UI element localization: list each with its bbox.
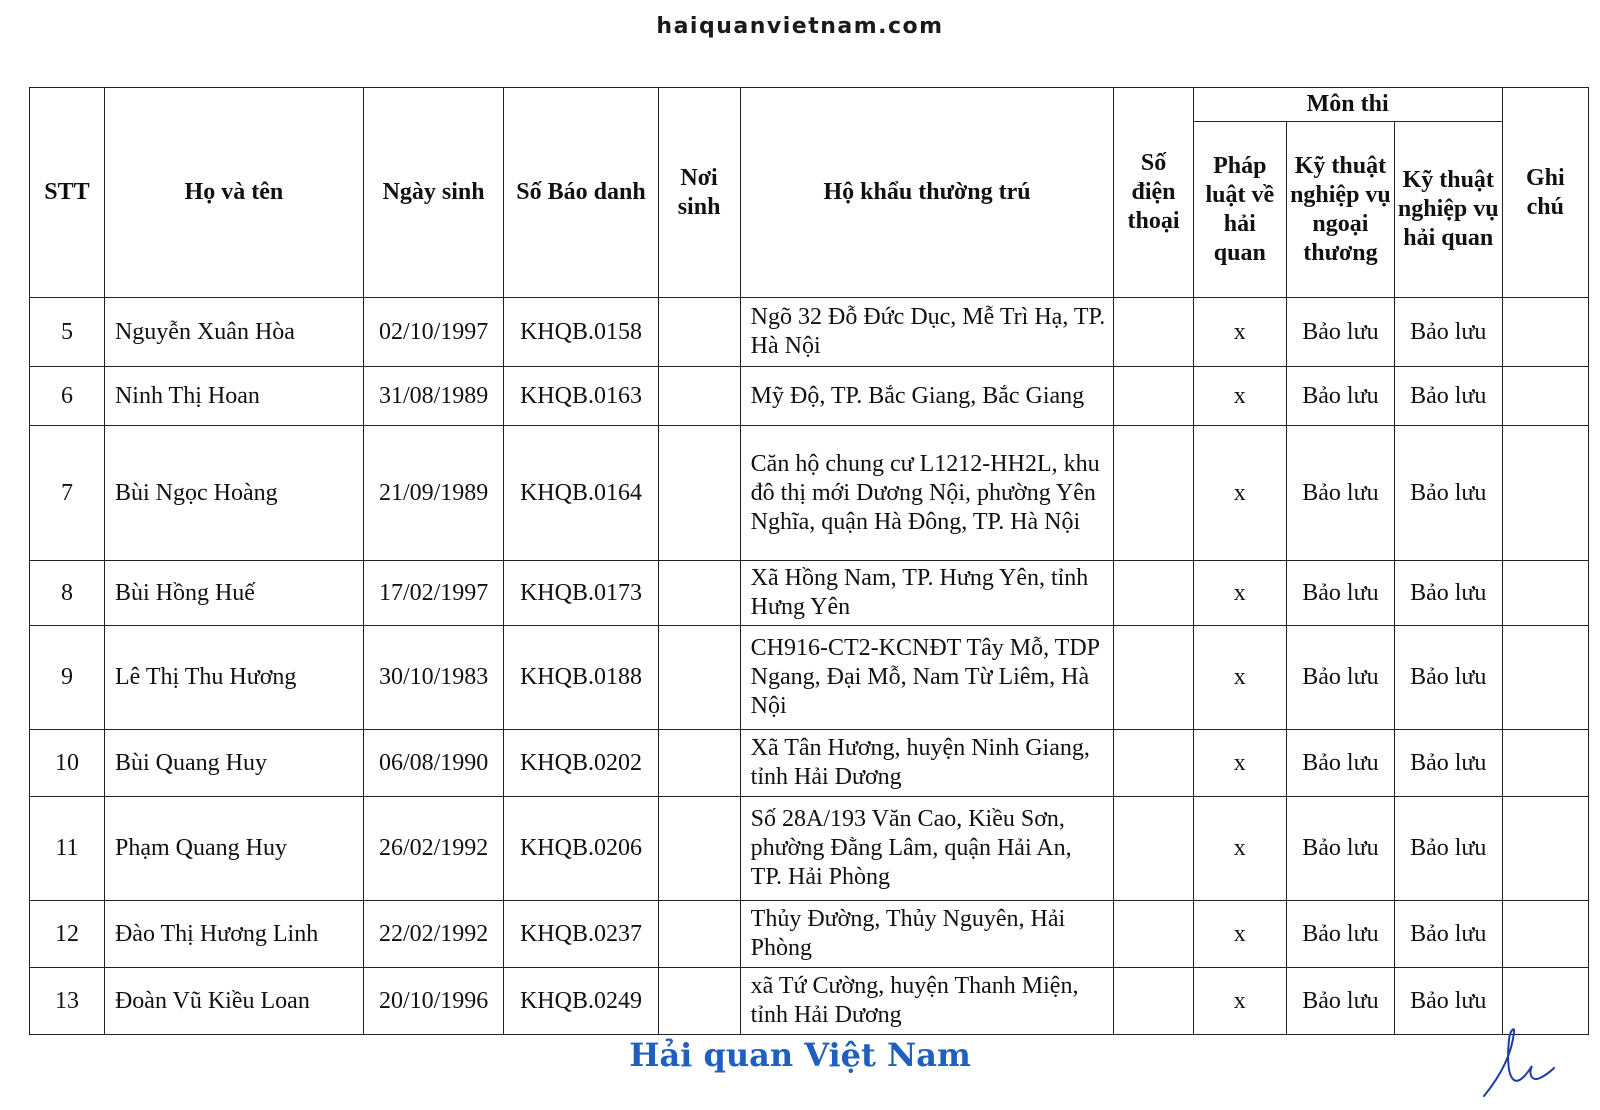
cell-phone [1114, 730, 1193, 797]
cell-dob: 21/09/1989 [363, 426, 504, 561]
cell-id: KHQB.0202 [504, 730, 658, 797]
table-row [30, 968, 1589, 1035]
cell-address: Thủy Đường, Thủy Nguyên, Hải Phòng [740, 901, 1114, 968]
cell-stt: 13 [30, 968, 105, 1035]
cell-law: x [1193, 797, 1286, 901]
col-header-exam-group: Môn thi [1193, 88, 1502, 122]
cell-law: x [1193, 626, 1286, 730]
cell-stt: 5 [30, 298, 105, 367]
cell-law: x [1193, 730, 1286, 797]
cell-note [1502, 426, 1588, 561]
cell-law: x [1193, 901, 1286, 968]
col-header-address: Hộ khẩu thường trú [740, 88, 1114, 298]
cell-address: xã Tứ Cường, huyện Thanh Miện, tỉnh Hải Dương [740, 968, 1114, 1035]
cell-birthplace [658, 901, 740, 968]
cell-phone [1114, 626, 1193, 730]
table-row [30, 426, 1589, 561]
table-header [30, 88, 1589, 298]
cell-name: Ninh Thị Hoan [104, 367, 363, 426]
cell-dob: 02/10/1997 [363, 298, 504, 367]
cell-customs: Bảo lưu [1394, 901, 1502, 968]
cell-id: KHQB.0237 [504, 901, 658, 968]
cell-phone [1114, 968, 1193, 1035]
cell-birthplace [658, 561, 740, 626]
cell-note [1502, 730, 1588, 797]
cell-trade: Bảo lưu [1287, 626, 1395, 730]
cell-address: Số 28A/193 Văn Cao, Kiều Sơn, phường Đằng Lâm, quận Hải An, TP. Hải Phòng [740, 797, 1114, 901]
cell-name: Bùi Hồng Huế [104, 561, 363, 626]
cell-law: x [1193, 561, 1286, 626]
cell-id: KHQB.0206 [504, 797, 658, 901]
cell-trade: Bảo lưu [1287, 730, 1395, 797]
cell-customs: Bảo lưu [1394, 626, 1502, 730]
col-header-dob: Ngày sinh [363, 88, 504, 298]
table-row [30, 367, 1589, 426]
cell-stt: 12 [30, 901, 105, 968]
cell-law: x [1193, 367, 1286, 426]
cell-dob: 06/08/1990 [363, 730, 504, 797]
cell-stt: 6 [30, 367, 105, 426]
footer-brand: Hải quan Việt Nam [629, 1036, 971, 1074]
candidate-table [29, 87, 1589, 1035]
cell-name: Nguyễn Xuân Hòa [104, 298, 363, 367]
cell-dob: 17/02/1997 [363, 561, 504, 626]
cell-customs: Bảo lưu [1394, 561, 1502, 626]
cell-birthplace [658, 367, 740, 426]
cell-note [1502, 901, 1588, 968]
cell-law: x [1193, 298, 1286, 367]
cell-address: Mỹ Độ, TP. Bắc Giang, Bắc Giang [740, 367, 1114, 426]
cell-dob: 20/10/1996 [363, 968, 504, 1035]
col-header-note: Ghi chú [1502, 88, 1588, 298]
signature-mark [1478, 1022, 1558, 1102]
cell-phone [1114, 367, 1193, 426]
cell-address: Ngõ 32 Đỗ Đức Dục, Mễ Trì Hạ, TP. Hà Nội [740, 298, 1114, 367]
cell-dob: 26/02/1992 [363, 797, 504, 901]
cell-birthplace [658, 426, 740, 561]
cell-trade: Bảo lưu [1287, 797, 1395, 901]
col-header-phone: Số điện thoại [1114, 88, 1193, 298]
cell-trade: Bảo lưu [1287, 367, 1395, 426]
table-row [30, 561, 1589, 626]
col-header-name: Họ và tên [104, 88, 363, 298]
col-header-id: Số Báo danh [504, 88, 658, 298]
cell-address: Xã Tân Hương, huyện Ninh Giang, tỉnh Hải Dương [740, 730, 1114, 797]
cell-trade: Bảo lưu [1287, 901, 1395, 968]
cell-phone [1114, 797, 1193, 901]
table-row [30, 298, 1589, 367]
cell-name: Bùi Ngọc Hoàng [104, 426, 363, 561]
cell-law: x [1193, 968, 1286, 1035]
cell-stt: 10 [30, 730, 105, 797]
cell-id: KHQB.0173 [504, 561, 658, 626]
cell-law: x [1193, 426, 1286, 561]
cell-name: Lê Thị Thu Hương [104, 626, 363, 730]
cell-address: CH916-CT2-KCNĐT Tây Mỗ, TDP Ngang, Đại Mỗ, Nam Từ Liêm, Hà Nội [740, 626, 1114, 730]
table-row [30, 730, 1589, 797]
col-header-birthplace: Nơi sinh [658, 88, 740, 298]
cell-birthplace [658, 626, 740, 730]
col-header-trade: Kỹ thuật nghiệp vụ ngoại thương [1287, 122, 1395, 298]
cell-id: KHQB.0163 [504, 367, 658, 426]
cell-stt: 8 [30, 561, 105, 626]
cell-phone [1114, 298, 1193, 367]
cell-id: KHQB.0249 [504, 968, 658, 1035]
cell-birthplace [658, 730, 740, 797]
cell-dob: 22/02/1992 [363, 901, 504, 968]
cell-birthplace [658, 968, 740, 1035]
cell-address: Căn hộ chung cư L1212-HH2L, khu đô thị mới Dương Nội, phường Yên Nghĩa, quận Hà Đông, TP. Hà Nội [740, 426, 1114, 561]
cell-dob: 31/08/1989 [363, 367, 504, 426]
cell-customs: Bảo lưu [1394, 968, 1502, 1035]
cell-id: KHQB.0158 [504, 298, 658, 367]
cell-note [1502, 561, 1588, 626]
cell-customs: Bảo lưu [1394, 730, 1502, 797]
cell-birthplace [658, 298, 740, 367]
table-row [30, 901, 1589, 968]
cell-dob: 30/10/1983 [363, 626, 504, 730]
cell-note [1502, 626, 1588, 730]
col-header-stt: STT [30, 88, 105, 298]
cell-phone [1114, 426, 1193, 561]
cell-customs: Bảo lưu [1394, 298, 1502, 367]
cell-note [1502, 367, 1588, 426]
cell-note [1502, 797, 1588, 901]
cell-name: Bùi Quang Huy [104, 730, 363, 797]
cell-stt: 9 [30, 626, 105, 730]
cell-phone [1114, 561, 1193, 626]
cell-trade: Bảo lưu [1287, 561, 1395, 626]
cell-name: Đoàn Vũ Kiều Loan [104, 968, 363, 1035]
table-body [30, 298, 1589, 1035]
cell-trade: Bảo lưu [1287, 298, 1395, 367]
cell-birthplace [658, 797, 740, 901]
table-row [30, 626, 1589, 730]
site-title: haiquanvietnam.com [656, 14, 944, 39]
table-row [30, 797, 1589, 901]
cell-customs: Bảo lưu [1394, 797, 1502, 901]
cell-trade: Bảo lưu [1287, 426, 1395, 561]
col-header-law: Pháp luật về hải quan [1193, 122, 1286, 298]
cell-address: Xã Hồng Nam, TP. Hưng Yên, tỉnh Hưng Yên [740, 561, 1114, 626]
cell-stt: 11 [30, 797, 105, 901]
cell-id: KHQB.0164 [504, 426, 658, 561]
cell-stt: 7 [30, 426, 105, 561]
cell-customs: Bảo lưu [1394, 426, 1502, 561]
cell-id: KHQB.0188 [504, 626, 658, 730]
cell-customs: Bảo lưu [1394, 367, 1502, 426]
cell-name: Phạm Quang Huy [104, 797, 363, 901]
cell-phone [1114, 901, 1193, 968]
cell-trade: Bảo lưu [1287, 968, 1395, 1035]
cell-name: Đào Thị Hương Linh [104, 901, 363, 968]
col-header-customs: Kỹ thuật nghiệp vụ hải quan [1394, 122, 1502, 298]
cell-note [1502, 298, 1588, 367]
